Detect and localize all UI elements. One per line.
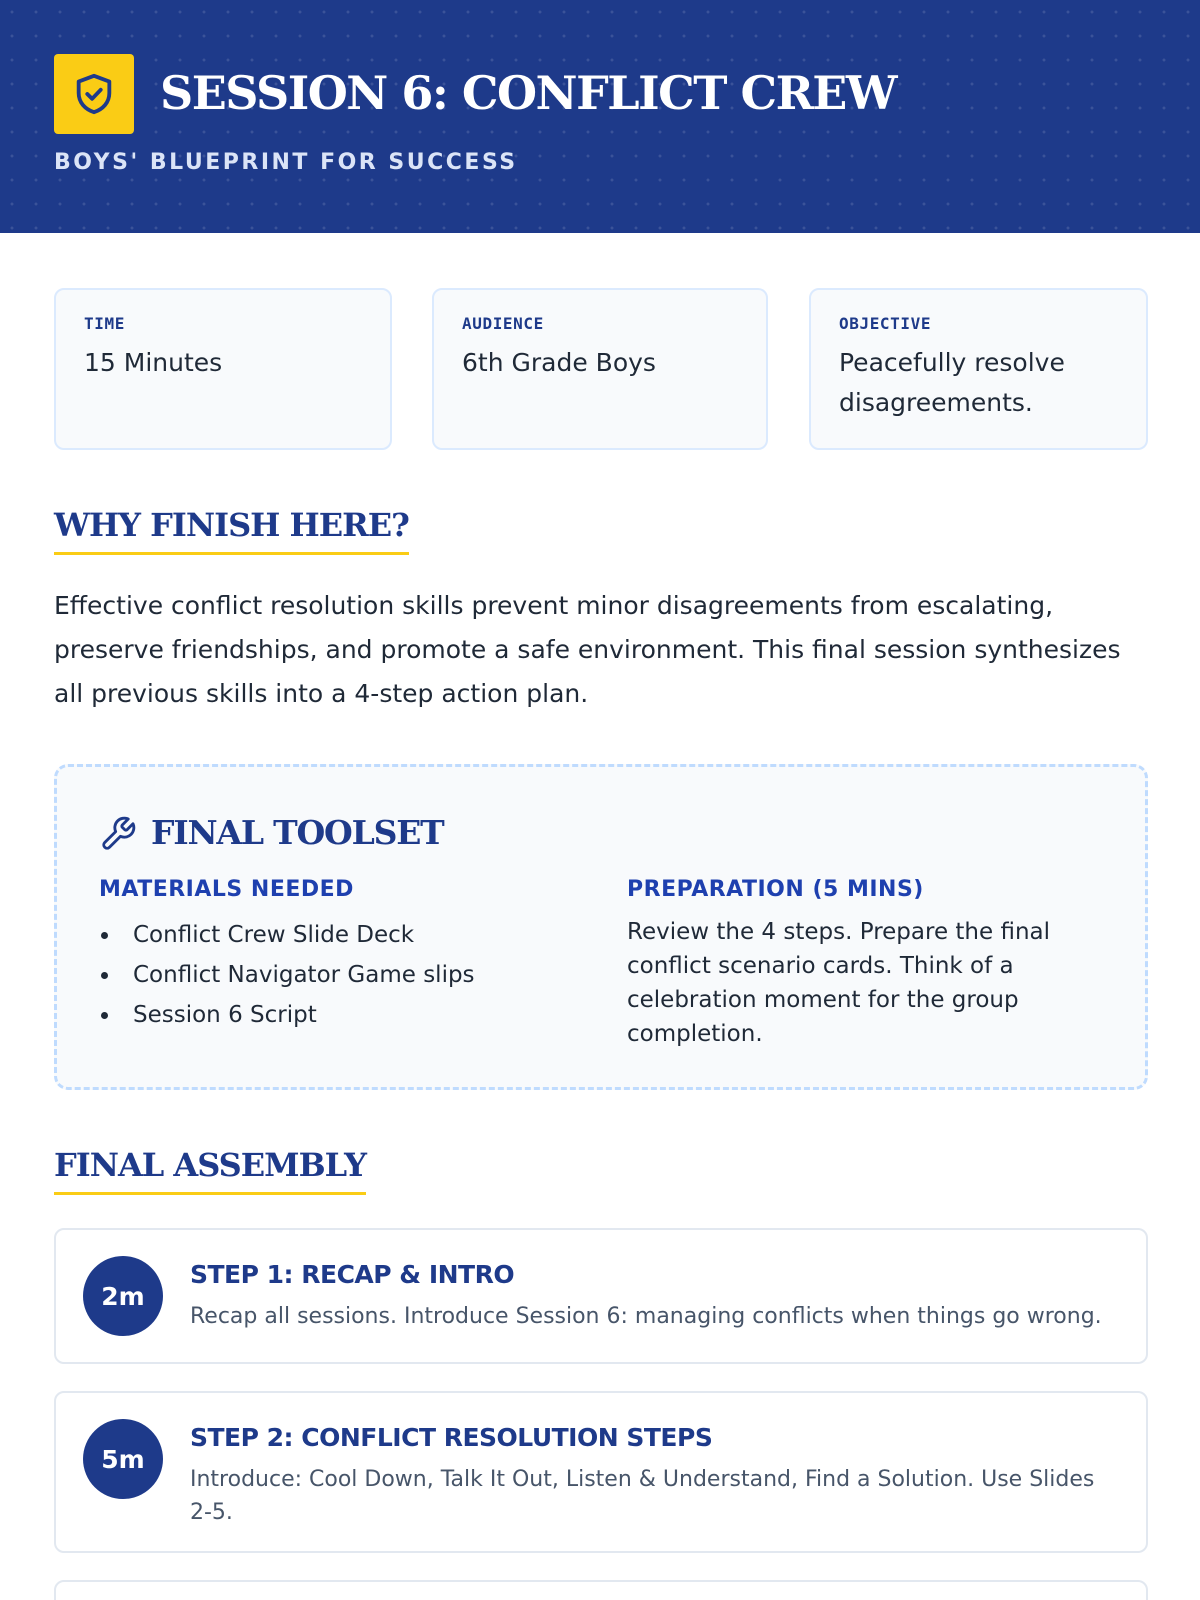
meta-label: OBJECTIVE (839, 314, 932, 333)
meta-card-objective (809, 288, 1148, 450)
meta-card-audience (432, 288, 768, 450)
why-paragraph: Effective conflict resolution skills prevent minor disagreements from escalating, preserve friendships, and promote a safe environment. This final session synthesizes all previous skills into a 4-step action plan. (54, 591, 1121, 708)
page-header (0, 0, 1200, 233)
wrench-icon (99, 815, 137, 853)
step-card-1 (54, 1228, 1148, 1364)
materials-heading: MATERIALS NEEDED (99, 877, 354, 902)
meta-value: 6th Grade Boys (462, 348, 656, 377)
meta-label: AUDIENCE (462, 314, 544, 333)
meta-card-time (54, 288, 392, 450)
meta-label: TIME (84, 314, 125, 333)
meta-value: 15 Minutes (84, 348, 223, 377)
section-heading-assembly: FINAL ASSEMBLY (54, 1146, 366, 1195)
meta-value: Peacefully resolve disagreements. (839, 348, 1065, 417)
toolset-panel (54, 764, 1148, 1090)
page-title: SESSION 6: CONFLICT CREW (160, 66, 897, 120)
step-title: STEP 1: RECAP & INTRO (190, 1260, 515, 1289)
list-item: Conflict Navigator Game slips (99, 955, 475, 995)
step-description: Introduce: Cool Down, Talk It Out, Listen & Understand, Find a Solution. Use Slides 2-5. (190, 1467, 1095, 1525)
step-description: Recap all sessions. Introduce Session 6: managing conflicts when things go wrong. (190, 1304, 1102, 1329)
section-heading-why: WHY FINISH HERE? (54, 506, 409, 555)
toolset-title: FINAL TOOLSET (151, 813, 444, 852)
step-duration-badge: 5m (83, 1419, 163, 1499)
list-item: Session 6 Script (99, 995, 475, 1035)
step-card-3-partial (54, 1580, 1148, 1600)
materials-list (99, 915, 475, 1035)
preparation-heading: PREPARATION (5 MINS) (627, 877, 924, 902)
step-duration-badge: 2m (83, 1256, 163, 1336)
logo-badge (54, 54, 134, 134)
shield-check-icon (71, 71, 117, 117)
list-item: Conflict Crew Slide Deck (99, 915, 475, 955)
page-subtitle: BOYS' BLUEPRINT FOR SUCCESS (54, 150, 518, 175)
step-title: STEP 2: CONFLICT RESOLUTION STEPS (190, 1423, 713, 1452)
step-card-2 (54, 1391, 1148, 1553)
preparation-text: Review the 4 steps. Prepare the final conflict scenario cards. Think of a celebration moment for the group completion. (627, 919, 1051, 1047)
